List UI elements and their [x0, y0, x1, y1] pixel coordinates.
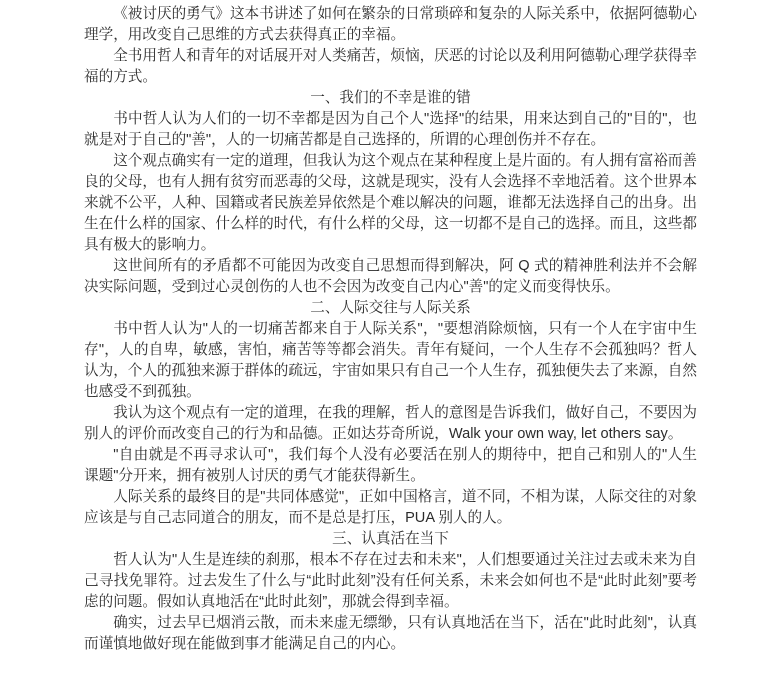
- section-heading: 二、人际交往与人际关系: [310, 300, 471, 316]
- section-heading: 三、认真活在当下: [332, 531, 449, 547]
- section-heading: 一、我们的不幸是谁的错: [310, 90, 471, 106]
- paragraph: 这世间所有的矛盾都不可能因为改变自己思想而得到解决，阿 Q 式的精神胜利法并不会解决实际问题，受到过心灵创伤的人也不会因为改变自己内心"善"的定义而变得快乐。: [84, 258, 697, 295]
- paragraph: 书中哲人认为人们的一切不幸都是因为自己个人"选择"的结果，用来达到自己的"目的"，也就是对于自己的"善"，人的一切痛苦都是自己选择的，所谓的心理创伤并不存在。: [84, 111, 697, 148]
- paragraph: 书中哲人认为"人的一切痛苦都来自于人际关系"，"要想消除烦恼，只有一个人在宇宙中生存"，人的自卑，敏感，害怕，痛苦等等都会消失。青年有疑问，一个人生存不会孤独吗？哲人认为，个人的孤独来源于群体的疏远，宇宙如果只有自己一个人生存，孤独便失去了来源，自然也感受不到孤独。: [84, 321, 697, 400]
- paragraph: 我认为这个观点有一定的道理，在我的理解，哲人的意图是告诉我们，做好自己，不要因为别人的评价而改变自己的行为和品德。正如达芬奇所说，Walk your own way, let others say。: [84, 405, 697, 442]
- paragraph: 《被讨厌的勇气》这本书讲述了如何在繁杂的日常琐碎和复杂的人际关系中，依据阿德勒心理学，用改变自己思维的方式去获得真正的幸福。: [84, 6, 697, 43]
- paragraph: 全书用哲人和青年的对话展开对人类痛苦，烦恼，厌恶的讨论以及利用阿德勒心理学获得幸福的方式。: [84, 48, 697, 85]
- paragraph: 这个观点确实有一定的道理，但我认为这个观点在某种程度上是片面的。有人拥有富裕而善良的父母，也有人拥有贫穷而恶毒的父母，这就是现实，没有人会选择不幸地活着。这个世界本来就不公平，人种、国籍或者民族差异依然是个难以解决的问题，谁都无法选择自己的出身。出生在什么样的国家、什么样的时代，有什么样的父母，这一切都不是自己的选择。而且，这些都具有极大的影响力。: [84, 153, 697, 253]
- paragraph: 人际关系的最终目的是"共同体感觉"，正如中国格言，道不同，不相为谋，人际交往的对象应该是与自己志同道合的朋友，而不是总是打压，PUA 别人的人。: [84, 489, 697, 526]
- paragraph: 确实，过去早已烟消云散，而未来虚无缥缈，只有认真地活在当下，活在"此时此刻"，认真而谨慎地做好现在能做到事才能满足自己的内心。: [84, 615, 697, 652]
- paragraph: "自由就是不再寻求认可"，我们每个人没有必要活在别人的期待中，把自己和别人的"人生课题"分开来，拥有被别人讨厌的勇气才能获得新生。: [84, 447, 697, 484]
- paragraph: 哲人认为"人生是连续的刹那，根本不存在过去和未来"，人们想要通过关注过去或未来为自己寻找免罪符。过去发生了什么与“此时此刻”没有任何关系，未来会如何也不是“此时此刻”要考虑的问题。假如认真地活在“此时此刻”，那就会得到幸福。: [84, 552, 697, 610]
